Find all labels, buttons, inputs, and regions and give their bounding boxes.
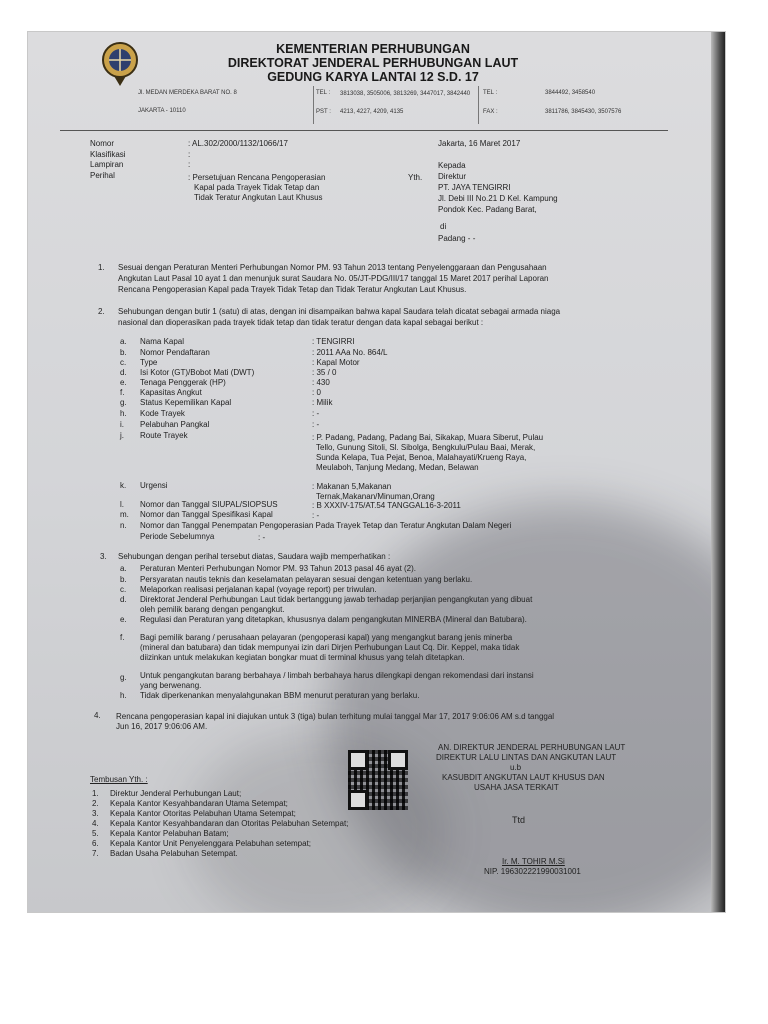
item-key: e.: [120, 378, 127, 387]
fax-value: 3811786, 3845430, 3507576: [545, 109, 622, 115]
item-key: i.: [120, 420, 124, 429]
pst-label: PST :: [316, 109, 331, 115]
tembusan-num: 1.: [92, 789, 99, 798]
tembusan-num: 6.: [92, 839, 99, 848]
item-label: Status Kepemilikan Kapal: [140, 398, 232, 407]
tembusan-title: Tembusan Yth. :: [90, 775, 148, 784]
item-key: b.: [120, 348, 127, 357]
p3-item-key: d.: [120, 595, 127, 604]
p3-number: 3.: [100, 552, 107, 561]
item-value: : -: [312, 420, 320, 429]
signatory-name: Ir. M. TOHIR M.Si: [502, 857, 565, 866]
p3-h-key: h.: [120, 691, 127, 700]
tel2-value: 3844492, 3458540: [545, 90, 596, 96]
tembusan-num: 2.: [92, 799, 99, 808]
p4-number: 4.: [94, 711, 101, 720]
header-rule: [60, 130, 668, 131]
item-key-l: l.: [120, 500, 124, 509]
p3-item-key: a.: [120, 564, 127, 573]
item-key: f.: [120, 388, 125, 397]
item-value: : Milik: [312, 398, 333, 407]
tembusan-num: 7.: [92, 849, 99, 858]
p1-line3: Rencana Pengoperasian Kapal pada Trayek Tidak Tetap dan Tidak Teratur Angkutan Laut Khusus.: [118, 285, 467, 294]
item-label: Type: [140, 358, 158, 367]
urgensi-value-2: Ternak,Makanan/Minuman,Orang: [316, 492, 435, 501]
ministry-title: KEMENTERIAN PERHUBUNGAN: [276, 42, 470, 56]
tel-label: TEL :: [316, 90, 331, 96]
p2-line1: Sehubungan dengan butir 1 (satu) di atas, dengan ini disampaikan bahwa kapal Saudara telah dicatat sebagai armada niaga: [118, 307, 561, 316]
p3-item-line: Persyaratan nautis teknis dan keselamatan pelayaran sesuai dengan ketentuan yang berlaku.: [140, 575, 473, 584]
spesifikasi-label: Nomor dan Tanggal Spesifikasi Kapal: [140, 510, 273, 519]
recipient-3: Jl. Debi III No.21 D Kel. Kampung: [438, 194, 558, 203]
p3-item-line: Melaporkan realisasi perjalanan kapal (voyage report) per triwulan.: [140, 585, 377, 594]
qr-code: [348, 750, 408, 810]
tembusan-item: Kepala Kantor Kesyahbandaran Utama Setempat;: [110, 799, 288, 808]
p3-g-key: g.: [120, 673, 127, 682]
p1-number: 1.: [98, 263, 105, 272]
item-value: : -: [312, 409, 320, 418]
item-value: : 35 / 0: [312, 368, 337, 377]
ministry-logo-icon: [98, 40, 142, 88]
item-label: Tenaga Penggerak (HP): [140, 378, 226, 387]
letter-date: Jakarta, 16 Maret 2017: [438, 139, 521, 148]
tembusan-num: 3.: [92, 809, 99, 818]
p4-line1: Rencana pengoperasian kapal ini diajukan untuk 3 (tiga) bulan terhitung mulai tanggal Mar 17, 2017 9:06:06 AM s.d tanggal: [116, 712, 555, 721]
p3-h-line1: Tidak diperkenankan menyalahgunakan BBM menurut peraturan yang berlaku.: [140, 691, 420, 700]
sign-line2: DIREKTUR LALU LINTAS DAN ANGKUTAN LAUT: [436, 753, 617, 762]
fax-label: FAX :: [483, 109, 498, 115]
item-label: Isi Kotor (GT)/Bobot Mati (DWT): [140, 368, 255, 377]
perihal-value-2: Kapal pada Trayek Tidak Tetap dan: [194, 183, 320, 192]
item-value: : 0: [312, 388, 321, 397]
kepada-label: Kepada: [438, 161, 466, 170]
tembusan-item: Kepala Kantor Pelabuhan Batam;: [110, 829, 229, 838]
address-line1: Jl. MEDAN MERDEKA BARAT NO. 8: [138, 90, 237, 96]
address-line2: JAKARTA - 10110: [138, 108, 186, 114]
tembusan-item: Kepala Kantor Otoritas Pelabuhan Utama Setempat;: [110, 809, 296, 818]
item-key: g.: [120, 398, 127, 407]
lampiran-value: :: [188, 160, 191, 169]
p3-g-line2: yang berwenang.: [140, 681, 202, 690]
penempatan-label-1: Nomor dan Tanggal Penempatan Pengoperasian Pada Trayek Tetap dan Teratur Angkutan Dalam Negeri: [140, 521, 512, 530]
siupal-value: : B XXXIV-175/AT.54 TANGGAL16-3-2011: [312, 501, 461, 510]
item-value: : 430: [312, 378, 330, 387]
p3-item-key: e.: [120, 615, 127, 624]
item-label: Kode Trayek: [140, 409, 185, 418]
sign-line5: USAHA JASA TERKAIT: [474, 783, 559, 792]
item-key: d.: [120, 368, 127, 377]
item-key: j.: [120, 431, 124, 440]
p3-f-key: f.: [120, 633, 125, 642]
photo-edge: [711, 32, 725, 912]
penempatan-label-2: Periode Sebelumnya: [140, 532, 215, 541]
item-key-n: n.: [120, 521, 127, 530]
p1-line1: Sesuai dengan Peraturan Menteri Perhubungan Nomor PM. 93 Tahun 2013 tentang Penyelenggaraan dan Pengusahaan: [118, 263, 547, 272]
p3-item-line2: oleh pemilik barang dengan pengangkut.: [140, 605, 285, 614]
ttd-label: Ttd: [512, 815, 526, 825]
recipient-2: PT. JAYA TENGIRRI: [438, 183, 511, 192]
p2-number: 2.: [98, 307, 105, 316]
tembusan-item: Kepala Kantor Unit Penyelenggara Pelabuhan setempat;: [110, 839, 312, 848]
signatory-nip: NIP. 196302221990031001: [484, 867, 581, 876]
recipient-4: Pondok Kec. Padang Barat,: [438, 205, 537, 214]
sign-line1: AN. DIREKTUR JENDERAL PERHUBUNGAN LAUT: [438, 743, 626, 752]
perihal-label: Perihal: [90, 171, 115, 180]
item-label: Nomor Pendaftaran: [140, 348, 210, 357]
city-label: Padang - -: [438, 234, 476, 243]
di-label: di: [440, 222, 447, 231]
p3-item-line: Direktorat Jenderal Perhubungan Laut tidak bertanggung jawab terhadap perjanjian pengangkutan yang dibuat: [140, 595, 533, 604]
penempatan-value: : -: [258, 533, 266, 542]
perihal-value-3: Tidak Teratur Angkutan Laut Khusus: [194, 193, 323, 202]
p3-f-line2: (mineral dan batubara) dan tidak mempunyai izin dari Dirjen Perhubungan Laut Cq. Dir. Keppel, maka tidak: [140, 643, 520, 652]
p3-item-line: Regulasi dan Peraturan yang ditetapkan, khususnya dalam pengangkutan MINERBA (Mineral dan Batubara).: [140, 615, 527, 624]
sign-line4: KASUBDIT ANGKUTAN LAUT KHUSUS DAN: [442, 773, 605, 782]
item-label: Pelabuhan Pangkal: [140, 420, 210, 429]
p3-g-line1: Untuk pengangkutan barang berbahaya / limbah berbahaya harus dilengkapi dengan rekomendasi dari instansi: [140, 671, 534, 680]
route-cont-3: Meulaboh, Tanjung Medang, Medan, Belawan: [316, 463, 479, 472]
p1-line2: Angkutan Laut Pasal 10 ayat 1 dan menunjuk surat Saudara No. 05/JT-PDG/III/17 tanggal 15 Maret 2017 perihal Laporan: [118, 274, 549, 283]
item-key-m: m.: [120, 510, 129, 519]
siupal-label: Nomor dan Tanggal SIUPAL/SIOPSUS: [140, 500, 278, 509]
pst-value: 4213, 4227, 4209, 4135: [340, 109, 404, 115]
urgensi-label: Urgensi: [140, 481, 168, 490]
header-divider: [313, 86, 314, 124]
klasifikasi-label: Klasifikasi: [90, 150, 126, 159]
item-label: Kapasitas Angkut: [140, 388, 202, 397]
item-value: : 2011 AAa No. 864/L: [312, 348, 388, 357]
nomor-label: Nomor: [90, 139, 115, 148]
item-key: h.: [120, 409, 127, 418]
sign-line3: u.b: [510, 763, 522, 772]
yth-label: Yth.: [408, 173, 423, 182]
perihal-value-1: : Persetujuan Rencana Pengoperasian: [188, 173, 326, 182]
p3-f-line1: Bagi pemilik barang / perusahaan pelayaran (pengoperasi kapal) yang mengangkut barang jenis minerba: [140, 633, 513, 642]
recipient-1: Direktur: [438, 172, 467, 181]
p3-item-key: b.: [120, 575, 127, 584]
p3-item-key: c.: [120, 585, 127, 594]
tel2-label: TEL :: [483, 90, 498, 96]
item-key-k: k.: [120, 481, 127, 490]
p4-line2: Jun 16, 2017 9:06:06 AM.: [116, 722, 208, 731]
route-cont-1: Tello, Gunung Sitoli, Sl. Sibolga, Bengkulu/Pulau Baai, Merak,: [316, 443, 536, 452]
p2-line2: nasional dan dioperasikan pada trayek tidak tetap dan tidak teratur dengan data kapal sebagai berikut :: [118, 318, 484, 327]
spesifikasi-value: : -: [312, 511, 320, 520]
item-label: Route Trayek: [140, 431, 188, 440]
tembusan-item: Badan Usaha Pelabuhan Setempat.: [110, 849, 238, 858]
p3-f-line3: diizinkan untuk melakukan kegiatan bongkar muat di terminal khusus yang telah ditetapkan.: [140, 653, 465, 662]
item-value: : TENGIRRI: [312, 337, 355, 346]
tembusan-item: Kepala Kantor Kesyahbandaran dan Otoritas Pelabuhan Setempat;: [110, 819, 349, 828]
tembusan-item: Direktur Jenderal Perhubungan Laut;: [110, 789, 242, 798]
building-title: GEDUNG KARYA LANTAI 12 S.D. 17: [267, 70, 479, 84]
lampiran-label: Lampiran: [90, 160, 124, 169]
item-value: : P. Padang, Padang, Padang Bai, Sikakap, Muara Siberut, Pulau: [312, 433, 544, 442]
tembusan-num: 5.: [92, 829, 99, 838]
klasifikasi-value: :: [188, 150, 191, 159]
item-value: : Kapal Motor: [312, 358, 360, 367]
nomor-value: : AL.302/2000/1132/1066/17: [188, 139, 288, 148]
p3-item-line: Peraturan Menteri Perhubungan Nomor PM. 93 Tahun 2013 pasal 46 ayat (2).: [140, 564, 417, 573]
document-photo: [28, 32, 725, 912]
item-key: a.: [120, 337, 127, 346]
directorate-title: DIREKTORAT JENDERAL PERHUBUNGAN LAUT: [227, 56, 519, 70]
route-cont-2: Sunda Kelapa, Tua Pejat, Benoa, Malahayati/Krueng Raya,: [316, 453, 527, 462]
p3-intro: Sehubungan dengan perihal tersebut diatas, Saudara wajib memperhatikan :: [118, 552, 391, 561]
item-key: c.: [120, 358, 127, 367]
header-divider-2: [478, 86, 479, 124]
urgensi-value-1: : Makanan 5,Makanan: [312, 482, 392, 491]
tembusan-num: 4.: [92, 819, 99, 828]
item-label: Nama Kapal: [140, 337, 185, 346]
tel-value: 3813038, 3505006, 3813269, 3447017, 3842440: [340, 91, 471, 97]
